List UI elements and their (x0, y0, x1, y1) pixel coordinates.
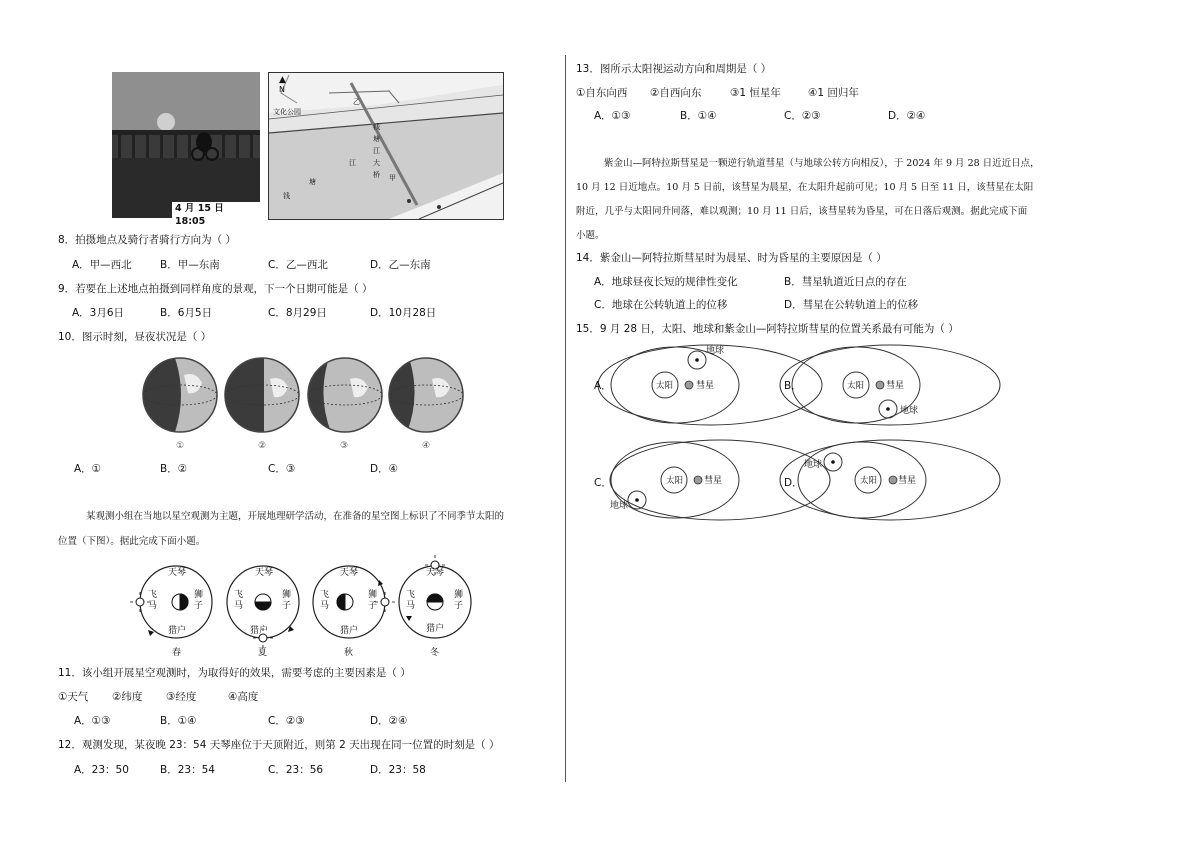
photo-caption: 4 月 15 日 18:05 (172, 202, 260, 228)
sky3-left: 飞 马 (320, 590, 330, 611)
globes-figure (140, 355, 470, 455)
river-label-2: 塘 (309, 178, 316, 186)
sky2-right: 狮 子 (282, 590, 292, 611)
q11-item-3: ③经度 (166, 691, 197, 703)
north-label: N (279, 85, 285, 94)
q11-stem: 11．该小组开展星空观测时，为取得好的效果，需要考虑的主要因素是（ ） (58, 667, 411, 679)
orbit-c-comet: 彗星 (704, 476, 723, 486)
passage2-line4: 小题。 (576, 230, 605, 241)
orbit-b-earth: 地球 (900, 406, 919, 416)
sky4-bottom: 猎户 (426, 624, 445, 634)
passage1-line2: 位置（下图）。据此完成下面小题。 (58, 536, 206, 547)
q8-option-d[interactable]: D．乙—东南 (370, 259, 431, 271)
river-label-3: 钱 (283, 192, 290, 200)
q9-option-d[interactable]: D．10月28日 (370, 307, 437, 319)
q11-item-2: ②纬度 (112, 691, 143, 703)
orbit-diagrams (590, 340, 950, 530)
q11-option-d[interactable]: D．②④ (370, 715, 408, 727)
q13-item-1: ①自东向西 (576, 87, 628, 99)
park-label: 文化公园 (273, 108, 301, 116)
q15-option-c[interactable]: C． (594, 477, 612, 489)
q8-option-b[interactable]: B．甲—东南 (160, 259, 220, 271)
sky2-bottom: 猎户 (250, 626, 269, 636)
sky3-top: 天琴 (340, 568, 359, 578)
globe-2 (220, 355, 300, 435)
passage2-line2: 10 月 12 日近地点。10 月 5 日前，该彗星为晨星，在太阳升起前可见；10 月 5 日至 11 日，该彗星在太阳 (576, 182, 1034, 193)
q12-option-b[interactable]: B．23：54 (160, 764, 215, 776)
yi-label: 乙 (353, 98, 360, 106)
sky1-right: 狮 子 (194, 590, 204, 611)
q10-option-b[interactable]: B．② (160, 463, 188, 475)
q14-option-b[interactable]: B．彗星轨道近日点的存在 (784, 276, 907, 288)
q10-option-c[interactable]: C．③ (268, 463, 296, 475)
season-autumn: 秋 (344, 648, 354, 658)
q12-option-c[interactable]: C．23：56 (268, 764, 324, 776)
orbit-d-earth: 地球 (804, 460, 823, 470)
globe-label-2: ② (258, 441, 267, 451)
q11-option-a[interactable]: A．①③ (74, 715, 111, 727)
globe-label-3: ③ (340, 441, 349, 451)
q15-option-b[interactable]: B． (784, 380, 802, 392)
sky4-right: 狮 子 (454, 590, 464, 611)
sky1-left: 飞 马 (148, 590, 158, 611)
q10-option-a[interactable]: A．① (74, 463, 102, 475)
q10-stem: 10．图示时刻，昼夜状况是（ ） (58, 331, 212, 343)
globe-1 (140, 355, 220, 435)
orbit-a-sun: 太阳 (656, 381, 674, 391)
sky2-top: 天琴 (255, 568, 274, 578)
jia-label: 甲 (389, 174, 396, 182)
q13-item-3: ③1 恒星年 (730, 87, 781, 99)
q10-option-d[interactable]: D．④ (370, 463, 398, 475)
orbit-c-earth: 地球 (610, 501, 629, 511)
q13-option-b[interactable]: B．①④ (680, 110, 717, 122)
sky2-left: 飞 马 (234, 590, 244, 611)
globe-3 (300, 355, 390, 435)
season-summer: 夏 (258, 648, 268, 658)
passage2-line3: 附近，几乎与太阳同升同落，难以观测；10 月 11 日后，该彗星转为昏星，可在日落后观测。据此完成下面 (576, 206, 1028, 217)
orbit-d-comet: 彗星 (898, 476, 917, 486)
sky1-top: 天琴 (168, 568, 187, 578)
q13-stem: 13．图所示太阳视运动方向和周期是（ ） (576, 63, 772, 75)
q13-item-2: ②自西向东 (650, 87, 702, 99)
q13-option-d[interactable]: D．②④ (888, 110, 926, 122)
q8-option-c[interactable]: C．乙—西北 (268, 259, 328, 271)
orbit-d-sun: 太阳 (860, 476, 878, 486)
q13-item-4: ④1 回归年 (808, 87, 859, 99)
q8-stem: 8．拍摄地点及骑行者骑行方向为（ ） (58, 234, 237, 246)
sky4-left: 飞 马 (406, 590, 416, 611)
orbit-b-sun: 太阳 (847, 381, 865, 391)
globe-4 (385, 355, 470, 435)
sky3-bottom: 猎户 (340, 626, 359, 636)
q15-option-d[interactable]: D． (784, 477, 803, 489)
orbit-b-comet: 彗星 (886, 381, 905, 391)
q11-item-1: ①天气 (58, 691, 89, 703)
season-winter: 冬 (430, 648, 440, 658)
q8-option-a[interactable]: A．甲—西北 (72, 259, 132, 271)
north-arrow-icon: ▲ (279, 75, 286, 85)
qiantang-map (268, 72, 504, 220)
q9-option-c[interactable]: C．8月29日 (268, 307, 327, 319)
sky4-top: 天琴 (426, 568, 445, 578)
q15-stem: 15．9 月 28 日，太阳、地球和紫金山—阿特拉斯彗星的位置关系最有可能为（ ） (576, 323, 959, 335)
q12-option-a[interactable]: A．23：50 (74, 764, 129, 776)
season-spring: 春 (172, 648, 182, 658)
q13-option-a[interactable]: A．①③ (594, 110, 631, 122)
q14-stem: 14．紫金山—阿特拉斯彗星时为晨星、时为昏星的主要原因是（ ） (576, 252, 887, 264)
orbit-c-sun: 太阳 (666, 476, 684, 486)
q12-stem: 12．观测发现，某夜晚 23：54 天琴座位于天顶附近，则第 2 天出现在同一位置的时刻是（ ） (58, 739, 500, 751)
q14-option-c[interactable]: C．地球在公转轨道上的位移 (594, 299, 728, 311)
sunset-photo (112, 72, 260, 227)
q9-stem: 9．若要在上述地点拍摄到同样角度的景观，下一个日期可能是（ ） (58, 283, 373, 295)
orbit-a-earth: 地球 (706, 346, 725, 356)
q15-option-a[interactable]: A． (594, 380, 612, 392)
q14-option-a[interactable]: A．地球昼夜长短的规律性变化 (594, 276, 738, 288)
column-divider (565, 55, 566, 782)
q11-option-c[interactable]: C．②③ (268, 715, 305, 727)
globe-label-4: ④ (422, 441, 431, 451)
sky3-right: 狮 子 (368, 590, 378, 611)
q11-item-4: ④高度 (228, 691, 259, 703)
globe-label-1: ① (176, 441, 185, 451)
q14-option-d[interactable]: D．彗星在公转轨道上的位移 (784, 299, 919, 311)
q11-option-b[interactable]: B．①④ (160, 715, 197, 727)
river-label: 江 (349, 159, 356, 167)
q13-option-c[interactable]: C．②③ (784, 110, 821, 122)
q12-option-d[interactable]: D．23：58 (370, 764, 426, 776)
q9-option-b[interactable]: B．6月5日 (160, 307, 213, 319)
passage1-line1: 某观测小组在当地以星空观测为主题，开展地理研学活动，在准备的星空图上标识了不同季节太阳的 (86, 511, 505, 522)
q9-option-a[interactable]: A．3月6日 (72, 307, 125, 319)
sky1-bottom: 猎户 (168, 626, 187, 636)
bridge-label: 钱 塘 江 大 桥 (373, 123, 380, 179)
passage2-line1: 紫金山—阿特拉斯彗星是一颗逆行轨道彗星（与地球公转方向相反），于 2024 年 9 月 28 日近近日点， (604, 158, 1040, 169)
orbit-a-comet: 彗星 (696, 381, 715, 391)
